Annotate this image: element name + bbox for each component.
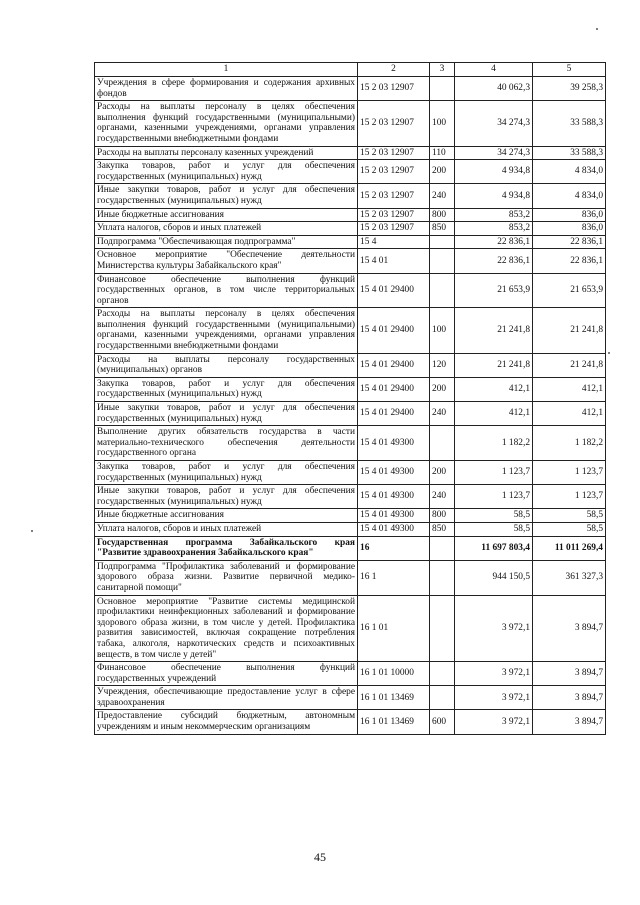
row-amount-cell: 944 150,5 [455,560,533,595]
row-amount-cell: 34 274,3 [455,101,533,146]
row-code-cell: 16 1 01 [358,595,430,662]
column-header: 1 [95,63,358,77]
row-name-cell: Уплата налогов, сборов и иных платежей [95,522,358,536]
table-row [95,522,606,536]
row-amount-cell: 11 697 803,4 [455,536,533,560]
row-expense-type-cell: 800 [430,509,455,523]
row-amount-cell: 1 123,7 [455,485,533,509]
row-expense-type-cell [430,662,455,686]
scan-speck [31,530,33,532]
row-name-cell: Основное мероприятие "Развитие системы медицинской профилактики неинфекционных заболеваний и формирование здорового образа жизни, в том числе у детей. Профилактика развития зависимостей, включая сокращение потребления табака, алкоголя, наркотических средств и психоактивных веществ, в том числе у детей" [95,595,358,662]
row-name-cell: Расходы на выплаты персоналу казенных учреждений [95,146,358,160]
row-expense-type-cell: 100 [430,101,455,146]
column-header: 3 [430,63,455,77]
table-row [95,461,606,485]
row-amount-cell: 3 894,7 [533,595,606,662]
row-code-cell: 15 4 01 29400 [358,402,430,426]
row-code-cell: 16 1 01 13469 [358,686,430,710]
row-name-cell: Выполнение других обязательств государства в части материально-технического обеспечения деятельности государственного органа [95,426,358,461]
row-expense-type-cell [430,686,455,710]
table-body [95,77,606,735]
row-expense-type-cell: 850 [430,522,455,536]
row-code-cell: 15 4 01 29400 [358,353,430,377]
row-amount-cell: 1 123,7 [533,485,606,509]
row-code-cell: 15 4 01 [358,249,430,273]
row-expense-type-cell [430,77,455,101]
row-amount-cell: 21 653,9 [533,273,606,308]
row-amount-cell: 3 972,1 [455,662,533,686]
row-expense-type-cell: 100 [430,308,455,353]
row-amount-cell: 3 894,7 [533,686,606,710]
row-amount-cell: 34 274,3 [455,146,533,160]
table-row [95,595,606,662]
row-amount-cell: 22 836,1 [455,235,533,249]
row-amount-cell: 58,5 [533,522,606,536]
row-code-cell: 15 4 01 29400 [358,273,430,308]
row-amount-cell: 21 241,8 [533,308,606,353]
row-amount-cell: 4 834,0 [533,184,606,208]
table-row [95,377,606,401]
table-row [95,509,606,523]
row-code-cell: 16 1 01 13469 [358,710,430,734]
table-row [95,222,606,236]
row-expense-type-cell: 850 [430,222,455,236]
row-code-cell: 15 2 03 12907 [358,208,430,222]
row-code-cell: 16 1 01 10000 [358,662,430,686]
row-expense-type-cell: 110 [430,146,455,160]
row-expense-type-cell: 240 [430,485,455,509]
row-name-cell: Иные бюджетные ассигнования [95,509,358,523]
row-expense-type-cell [430,273,455,308]
row-name-cell: Закупка товаров, работ и услуг для обеспечения государственных (муниципальных) нужд [95,377,358,401]
row-name-cell: Иные закупки товаров, работ и услуг для обеспечения государственных (муниципальных) нужд [95,402,358,426]
row-name-cell: Иные бюджетные ассигнования [95,208,358,222]
row-name-cell: Расходы на выплаты персоналу в целях обеспечения выполнения функций государственными (муниципальными) органами, казенными учреждениями, органами управления государственными внебюджетными фондами [95,101,358,146]
table-row [95,235,606,249]
row-code-cell: 15 4 01 49300 [358,485,430,509]
row-name-cell: Уплата налогов, сборов и иных платежей [95,222,358,236]
table-row [95,184,606,208]
row-expense-type-cell: 200 [430,461,455,485]
table-row [95,101,606,146]
table-row [95,308,606,353]
row-name-cell: Закупка товаров, работ и услуг для обеспечения государственных (муниципальных) нужд [95,160,358,184]
row-expense-type-cell: 200 [430,160,455,184]
column-header: 5 [533,63,606,77]
row-code-cell: 15 4 01 49300 [358,461,430,485]
row-amount-cell: 4 834,0 [533,160,606,184]
table-row [95,353,606,377]
row-expense-type-cell: 240 [430,402,455,426]
row-expense-type-cell: 600 [430,710,455,734]
row-amount-cell: 412,1 [533,402,606,426]
row-name-cell: Подпрограмма "Обеспечивающая подпрограмма" [95,235,358,249]
row-amount-cell: 1 182,2 [455,426,533,461]
row-name-cell: Закупка товаров, работ и услуг для обеспечения государственных (муниципальных) нужд [95,461,358,485]
row-code-cell: 15 4 01 49300 [358,509,430,523]
table-row [95,662,606,686]
row-amount-cell: 3 972,1 [455,710,533,734]
column-header: 4 [455,63,533,77]
row-amount-cell: 4 934,8 [455,184,533,208]
budget-table [94,62,606,735]
row-name-cell: Подпрограмма "Профилактика заболеваний и формирование здорового образа жизни. Развитие первичной медико-санитарной помощи" [95,560,358,595]
page-number: 45 [314,850,326,864]
row-amount-cell: 3 972,1 [455,595,533,662]
row-code-cell: 15 4 01 49300 [358,426,430,461]
row-amount-cell: 1 123,7 [455,461,533,485]
row-amount-cell: 3 894,7 [533,662,606,686]
row-name-cell: Иные закупки товаров, работ и услуг для обеспечения государственных (муниципальных) нужд [95,184,358,208]
row-name-cell: Учреждения, обеспечивающие предоставление услуг в сфере здравоохранения [95,686,358,710]
row-amount-cell: 4 934,8 [455,160,533,184]
row-amount-cell: 22 836,1 [533,249,606,273]
row-expense-type-cell: 800 [430,208,455,222]
row-amount-cell: 58,5 [533,509,606,523]
row-amount-cell: 1 123,7 [533,461,606,485]
row-name-cell: Расходы на выплаты персоналу в целях обеспечения выполнения функций государственными (муниципальными) органами, казенными учреждениями, органами управления государственными внебюджетными фондами [95,308,358,353]
row-expense-type-cell: 240 [430,184,455,208]
row-amount-cell: 412,1 [533,377,606,401]
row-amount-cell: 11 011 269,4 [533,536,606,560]
table-header-row [95,63,606,77]
table-row [95,273,606,308]
row-code-cell: 15 2 03 12907 [358,101,430,146]
row-amount-cell: 1 182,2 [533,426,606,461]
table-row [95,686,606,710]
table-row [95,146,606,160]
row-amount-cell: 3 972,1 [455,686,533,710]
row-name-cell: Государственная программа Забайкальского края "Развитие здравоохранения Забайкальского края" [95,536,358,560]
row-name-cell: Финансовое обеспечение выполнения функций государственных органов, в том числе территориальных органов [95,273,358,308]
row-name-cell: Учреждения в сфере формирования и содержания архивных фондов [95,77,358,101]
table-row [95,426,606,461]
row-amount-cell: 853,2 [455,222,533,236]
row-expense-type-cell [430,249,455,273]
row-expense-type-cell: 200 [430,377,455,401]
table-row [95,249,606,273]
table-row [95,77,606,101]
table-row [95,560,606,595]
row-amount-cell: 836,0 [533,208,606,222]
row-name-cell: Иные закупки товаров, работ и услуг для обеспечения государственных (муниципальных) нужд [95,485,358,509]
row-name-cell: Финансовое обеспечение выполнения функций государственных учреждений [95,662,358,686]
row-expense-type-cell [430,595,455,662]
row-code-cell: 15 4 01 49300 [358,522,430,536]
row-expense-type-cell [430,536,455,560]
row-name-cell: Основное мероприятие "Обеспечение деятельности Министерства культуры Забайкальского края" [95,249,358,273]
row-amount-cell: 21 241,8 [533,353,606,377]
row-amount-cell: 412,1 [455,377,533,401]
row-code-cell: 15 2 03 12907 [358,184,430,208]
row-code-cell: 15 4 [358,235,430,249]
row-amount-cell: 21 241,8 [455,308,533,353]
row-code-cell: 16 [358,536,430,560]
row-amount-cell: 33 588,3 [533,146,606,160]
row-amount-cell: 33 588,3 [533,101,606,146]
table-row [95,710,606,734]
row-expense-type-cell [430,235,455,249]
row-amount-cell: 836,0 [533,222,606,236]
row-code-cell: 15 2 03 12907 [358,146,430,160]
table-row [95,160,606,184]
row-code-cell: 15 4 01 29400 [358,308,430,353]
row-name-cell: Предоставление субсидий бюджетным, автономным учреждениям и иным некоммерческим организациям [95,710,358,734]
row-amount-cell: 22 836,1 [455,249,533,273]
row-amount-cell: 412,1 [455,402,533,426]
row-code-cell: 15 2 03 12907 [358,160,430,184]
row-amount-cell: 21 653,9 [455,273,533,308]
table-row [95,208,606,222]
table-row [95,536,606,560]
row-expense-type-cell [430,560,455,595]
row-amount-cell: 3 894,7 [533,710,606,734]
table-row [95,402,606,426]
row-amount-cell: 58,5 [455,509,533,523]
scan-speck [608,352,610,354]
row-expense-type-cell [430,426,455,461]
row-code-cell: 16 1 [358,560,430,595]
column-header: 2 [358,63,430,77]
row-name-cell: Расходы на выплаты персоналу государственных (муниципальных) органов [95,353,358,377]
row-code-cell: 15 2 03 12907 [358,222,430,236]
row-amount-cell: 40 062,3 [455,77,533,101]
row-amount-cell: 853,2 [455,208,533,222]
table-row [95,485,606,509]
row-expense-type-cell: 120 [430,353,455,377]
scan-speck [596,28,598,30]
row-amount-cell: 21 241,8 [455,353,533,377]
row-amount-cell: 58,5 [455,522,533,536]
row-amount-cell: 22 836,1 [533,235,606,249]
row-amount-cell: 361 327,3 [533,560,606,595]
row-code-cell: 15 4 01 29400 [358,377,430,401]
row-code-cell: 15 2 03 12907 [358,77,430,101]
row-amount-cell: 39 258,3 [533,77,606,101]
